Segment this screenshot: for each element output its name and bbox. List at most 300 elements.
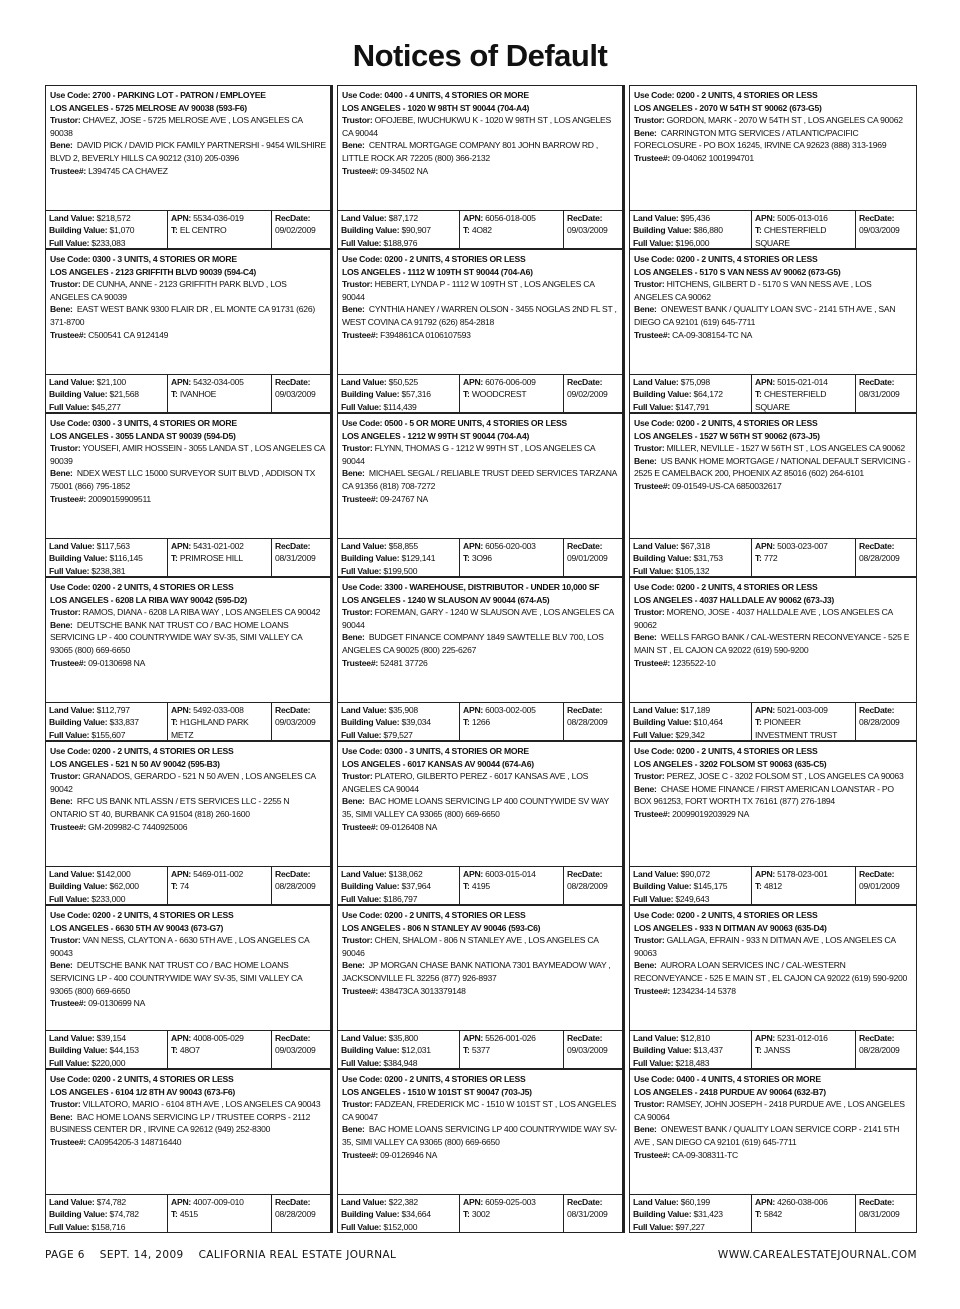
bene-value: JP MORGAN CHASE BANK NATIONA 7301 BAYMEADOW WAY , JACKSONVILLE FL 32256 (877) 926-8937 <box>342 960 611 983</box>
recdate-cell <box>272 539 330 576</box>
trustor-label: Trustor: <box>342 115 373 126</box>
notice-body <box>629 413 917 538</box>
notice-values-row <box>45 1030 333 1069</box>
page-title: Notices of Default <box>352 38 608 73</box>
bene-label: Bene: <box>342 632 365 643</box>
full-value-label: Full Value: <box>341 729 382 740</box>
trustor-label: Trustor: <box>342 607 373 618</box>
land-value: $95,436 <box>680 213 710 223</box>
notice-body <box>45 413 333 538</box>
trustee-label: Trustee#: <box>634 329 670 340</box>
recdate-value: 08/28/2009 <box>567 717 608 728</box>
full-value-label: Full Value: <box>633 565 674 576</box>
trustee-label: Trustee#: <box>342 821 378 832</box>
trustor-label: Trustor: <box>50 115 81 126</box>
value-cell <box>338 703 459 740</box>
trustee-line <box>342 821 618 834</box>
trustee-label: Trustee#: <box>50 998 86 1009</box>
trustee-value: 438473CA 3013379148 <box>380 985 466 996</box>
use-code: Use Code: 0400 - 4 UNITS, 4 STORIES OR MORE <box>342 90 529 100</box>
recdate-label: RecDate: <box>567 705 603 715</box>
trustor-label: Trustor: <box>342 443 373 454</box>
building-value-label: Building Value: <box>633 225 692 236</box>
full-value: $199,500 <box>383 565 418 576</box>
apn-label: APN: <box>171 213 192 223</box>
notice-body <box>45 249 333 374</box>
trustee-line <box>634 152 912 165</box>
trustor-value: HITCHENS, GILBERT D - 5170 S VAN NESS AVE , LOS ANGELES CA 90062 <box>634 279 872 302</box>
notice-body <box>629 85 917 210</box>
footer-website-link[interactable]: WWW.CAREALESTATEJOURNAL.COM <box>717 1249 917 1261</box>
trustor-label: Trustor: <box>50 1099 81 1110</box>
trustee-label: Trustee#: <box>634 808 670 819</box>
land-value-label: Land Value: <box>49 541 95 551</box>
trustor-value: VILLATORO, MARIO - 6104 8TH AVE , LOS ANGELES CA 90043 <box>82 1099 321 1110</box>
bene-line <box>50 467 326 492</box>
full-value-label: Full Value: <box>49 1057 90 1068</box>
bene-label: Bene: <box>342 960 365 971</box>
apn-label: APN: <box>463 213 484 223</box>
tract-value: 5377 <box>471 1045 490 1056</box>
property-address: LOS ANGELES - 1527 W 56TH ST 90062 (673-J5) <box>634 430 820 441</box>
bene-label: Bene: <box>50 304 73 315</box>
bene-label: Bene: <box>634 783 657 794</box>
tract-label: T: <box>463 1209 470 1220</box>
apn-value: 6003-015-014 <box>485 869 536 879</box>
value-cell <box>630 1031 751 1068</box>
notice-body <box>45 741 333 866</box>
recdate-cell <box>856 211 916 248</box>
bene-line <box>50 303 326 328</box>
land-value: $218,572 <box>96 213 131 223</box>
trustee-label: Trustee#: <box>634 985 670 996</box>
bene-value: BAC HOME LOANS SERVICING LP / TRUSTEE CORPS - 2112 BUSINESS CENTER DR , IRVINE CA 92612 (949) 252-8300 <box>50 1111 311 1135</box>
tract-value: H1GHLAND PARK METZ <box>171 717 249 740</box>
recdate-label: RecDate: <box>275 1197 311 1207</box>
trustee-line <box>342 493 618 506</box>
tract-label: T: <box>171 389 178 400</box>
trustor-label: Trustor: <box>50 771 81 782</box>
tract-label: T: <box>171 225 178 236</box>
land-value-label: Land Value: <box>49 705 95 715</box>
value-cell <box>338 1031 459 1068</box>
land-value-label: Land Value: <box>633 541 679 551</box>
notice-entry <box>629 85 917 249</box>
trustee-value: 09-34502 NA <box>380 165 429 176</box>
apn-label: APN: <box>171 705 192 715</box>
full-value: $114,439 <box>383 401 417 412</box>
notice-values-row <box>45 210 333 249</box>
trustor-label: Trustor: <box>634 935 665 946</box>
apn-label: APN: <box>171 869 192 879</box>
value-cell <box>630 375 751 412</box>
bene-value: AURORA LOAN SERVICES INC / CAL-WESTERN RECONVEYANCE - 525 E MAIN ST , EL CAJON CA 92022 (619) 590-9200 <box>634 960 908 983</box>
notice-values-row <box>337 210 625 249</box>
bene-line <box>342 467 618 492</box>
use-code: Use Code: 0200 - 2 UNITS, 4 STORIES OR LESS <box>50 1074 234 1084</box>
apn-value: 4008-005-029 <box>193 1033 244 1043</box>
bene-value: NDEX WEST LLC 15000 SURVEYOR SUIT BLVD , ADDISON TX 75001 (866) 795-1852 <box>50 468 316 491</box>
trustee-label: Trustee#: <box>50 657 86 668</box>
tract-label: T: <box>755 1209 762 1220</box>
full-value-label: Full Value: <box>49 729 90 740</box>
trustee-label: Trustee#: <box>342 165 378 176</box>
tract-value: PRIMROSE HILL <box>179 553 243 564</box>
notice-entry <box>629 1069 917 1233</box>
trustor-label: Trustor: <box>634 279 665 290</box>
tract-label: T: <box>463 881 470 892</box>
notice-entry <box>45 85 333 249</box>
apn-value: 5003-023-007 <box>777 541 828 551</box>
building-value-label: Building Value: <box>633 389 692 400</box>
recdate-value: 08/31/2009 <box>859 1209 900 1220</box>
bene-value: RFC US BANK NTL ASSN / ETS SERVICES LLC - 2255 N ONTARIO ST 40, BURBANK CA 91504 (818) 260-1600 <box>50 796 290 819</box>
bene-value: DEUTSCHE BANK NAT TRUST CO / BAC HOME LOANS SERVICING LP - 400 COUNTRYWIDE WAY SV-35, SIMI VALLEY CA 93065 (800) 669-6650 <box>50 960 303 996</box>
land-value: $117,563 <box>96 541 130 551</box>
land-value: $35,908 <box>388 705 418 715</box>
tract-label: T: <box>463 1045 470 1056</box>
tract-value: WOODCREST <box>471 389 527 400</box>
full-value-label: Full Value: <box>633 729 674 740</box>
full-value: $196,000 <box>675 237 710 248</box>
use-code: Use Code: 3300 - WAREHOUSE, DISTRIBUTOR - UNDER 10,000 SF <box>342 582 600 592</box>
property-address: LOS ANGELES - 1212 W 99TH ST 90044 (704-A4) <box>342 430 530 441</box>
full-value: $249,643 <box>675 893 710 904</box>
trustee-value: 20090159909511 <box>88 493 151 504</box>
apn-cell <box>459 1195 564 1232</box>
recdate-cell <box>564 375 622 412</box>
trustee-label: Trustee#: <box>50 1136 86 1147</box>
notice-values-row <box>629 702 917 741</box>
building-value-label: Building Value: <box>341 717 400 728</box>
full-value-label: Full Value: <box>633 893 674 904</box>
use-code: Use Code: 0300 - 3 UNITS, 4 STORIES OR MORE <box>342 746 529 756</box>
apn-cell <box>751 1195 856 1232</box>
trustee-line <box>634 657 912 670</box>
use-code: Use Code: 0200 - 2 UNITS, 4 STORIES OR LESS <box>342 254 526 264</box>
property-address: LOS ANGELES - 933 N DITMAN AV 90063 (635-D4) <box>634 922 827 933</box>
bene-line <box>342 631 618 656</box>
full-value: $384,948 <box>383 1057 418 1068</box>
full-value: $186,797 <box>383 893 418 904</box>
use-code: Use Code: 0300 - 3 UNITS, 4 STORIES OR MORE <box>50 254 237 264</box>
notice-values-row <box>45 866 333 905</box>
land-value-label: Land Value: <box>49 213 95 223</box>
trustor-line <box>50 606 326 619</box>
trustor-value: GRANADOS, GERARDO - 521 N 50 AVEN , LOS ANGELES CA 90042 <box>50 771 316 794</box>
bene-label: Bene: <box>634 1124 657 1135</box>
notice-entry <box>45 1069 333 1233</box>
building-value: $21,568 <box>109 389 139 400</box>
full-value: $188,976 <box>383 237 418 248</box>
full-value-label: Full Value: <box>633 1221 674 1232</box>
trustee-label: Trustee#: <box>634 657 670 668</box>
land-value-label: Land Value: <box>49 377 95 387</box>
use-code: Use Code: 0300 - 3 UNITS, 4 STORIES OR MORE <box>50 418 237 428</box>
apn-cell <box>751 375 856 412</box>
recdate-label: RecDate: <box>859 541 895 551</box>
notice-entry <box>337 413 625 577</box>
property-address: LOS ANGELES - 3055 LANDA ST 90039 (594-D5) <box>50 430 236 441</box>
trustor-value: VAN NESS, CLAYTON A - 6630 5TH AVE , LOS ANGELES CA 90043 <box>50 935 309 958</box>
trustee-label: Trustee#: <box>50 821 86 832</box>
land-value: $12,810 <box>680 1033 710 1043</box>
bene-line <box>342 795 618 820</box>
trustee-label: Trustee#: <box>50 165 86 176</box>
trustee-value: 09-04062 1001994701 <box>672 152 754 163</box>
bene-line <box>634 783 912 808</box>
bene-line <box>634 127 912 152</box>
notice-values-row <box>337 1030 625 1069</box>
tract-value: PIONEER INVESTMENT TRUST <box>755 717 838 740</box>
trustee-line <box>342 657 618 670</box>
notice-body <box>45 905 333 1030</box>
recdate-cell <box>856 703 916 740</box>
full-value-label: Full Value: <box>341 1057 382 1068</box>
building-value: $31,753 <box>693 553 723 564</box>
trustor-label: Trustor: <box>634 771 665 782</box>
building-value-label: Building Value: <box>633 553 692 564</box>
use-code: Use Code: 0500 - 5 OR MORE UNITS, 4 STORIES OR LESS <box>342 418 567 428</box>
property-address: LOS ANGELES - 5725 MELROSE AV 90038 (593-F6) <box>50 102 247 113</box>
notice-entry <box>45 905 333 1069</box>
notice-entry <box>629 249 917 413</box>
recdate-cell <box>272 1195 330 1232</box>
tract-label: T: <box>171 1045 178 1056</box>
trustor-line <box>50 442 326 467</box>
notice-values-row <box>45 702 333 741</box>
apn-label: APN: <box>463 1197 484 1207</box>
recdate-cell <box>272 375 330 412</box>
recdate-cell <box>564 211 622 248</box>
recdate-value: 09/03/2009 <box>859 225 900 236</box>
notice-body <box>45 85 333 210</box>
notice-entry <box>629 413 917 577</box>
trustee-value: GM-209982-C 7440925006 <box>88 821 188 832</box>
trustor-line <box>342 934 618 959</box>
bene-value: MICHAEL SEGAL / RELIABLE TRUST DEED SERVICES TARZANA CA 91356 (818) 708-7272 <box>342 468 617 491</box>
tract-label: T: <box>171 717 178 728</box>
building-value: $34,664 <box>401 1209 431 1220</box>
building-value-label: Building Value: <box>633 1209 692 1220</box>
trustor-label: Trustor: <box>342 279 373 290</box>
trustee-value: CA-09-308311-TC <box>672 1149 738 1160</box>
apn-label: APN: <box>755 1197 776 1207</box>
building-value: $12,031 <box>401 1045 431 1056</box>
trustee-line <box>342 165 618 178</box>
land-value: $138,062 <box>388 869 423 879</box>
value-cell <box>46 703 167 740</box>
apn-label: APN: <box>171 377 192 387</box>
value-cell <box>630 1195 751 1232</box>
apn-label: APN: <box>755 213 776 223</box>
land-value: $112,797 <box>96 705 130 715</box>
trustee-value: 09-0130698 NA <box>88 657 146 668</box>
bene-value: CHASE HOME FINANCE / FIRST AMERICAN LOANSTAR - PO BOX 961253, FORT WORTH TX 76161 (877) 276-1894 <box>634 783 894 807</box>
recdate-label: RecDate: <box>275 705 311 715</box>
building-value: $10,464 <box>693 717 723 728</box>
bene-value: EAST WEST BANK 9300 FLAIR DR , EL MONTE CA 91731 (626) 371-8700 <box>50 304 315 327</box>
apn-label: APN: <box>463 705 484 715</box>
apn-label: APN: <box>755 541 776 551</box>
apn-value: 6056-020-003 <box>485 541 536 551</box>
trustor-label: Trustor: <box>50 607 81 618</box>
trustor-value: CHEN, SHALOM - 806 N STANLEY AVE , LOS ANGELES CA 90046 <box>342 935 599 958</box>
trustee-label: Trustee#: <box>634 1149 670 1160</box>
use-code: Use Code: 2700 - PARKING LOT - PATRON / EMPLOYEE <box>50 90 266 100</box>
value-cell <box>630 703 751 740</box>
recdate-label: RecDate: <box>275 213 311 223</box>
bene-value: US BANK HOME MORTGAGE / NATIONAL DEFAULT SERVICING - 2525 E CAMELBACK 200, PHOENIX AZ 85016 (602) 264-6101 <box>634 455 911 479</box>
building-value-label: Building Value: <box>341 553 400 564</box>
land-value-label: Land Value: <box>341 1197 387 1207</box>
apn-cell <box>459 375 564 412</box>
apn-label: APN: <box>171 541 192 551</box>
property-address: LOS ANGELES - 806 N STANLEY AV 90046 (593-C6) <box>342 922 541 933</box>
land-value: $35,800 <box>388 1033 418 1043</box>
use-code: Use Code: 0200 - 2 UNITS, 4 STORIES OR LESS <box>634 582 818 592</box>
trustor-line <box>50 934 326 959</box>
building-value-label: Building Value: <box>341 389 400 400</box>
apn-value: 5021-003-009 <box>777 705 828 715</box>
full-value: $233,083 <box>91 237 126 248</box>
notice-body <box>337 413 625 538</box>
tract-value: 4812 <box>763 881 782 892</box>
land-value-label: Land Value: <box>341 869 387 879</box>
bene-line <box>342 1123 618 1148</box>
recdate-value: 08/31/2009 <box>567 1209 608 1220</box>
building-value: $44,153 <box>109 1045 139 1056</box>
trustee-line <box>50 657 326 670</box>
apn-value: 5231-012-016 <box>777 1033 828 1043</box>
trustor-value: GORDON, MARK - 2070 W 54TH ST , LOS ANGELES CA 90062 <box>666 115 903 126</box>
value-cell <box>338 211 459 248</box>
full-value: $105,132 <box>675 565 710 576</box>
bene-value: CYNTHIA HANEY / WARREN OLSON - 3455 NOGLAS 2ND FL ST , WEST COVINA CA 91792 (626) 854-2818 <box>342 304 617 327</box>
bene-value: ONEWEST BANK / QUALITY LOAN SERVICE CORP - 2141 5TH AVE , SAN DIEGO CA 92101 (619) 645-7711 <box>634 1124 900 1147</box>
trustor-value: RAMOS, DIANA - 6208 LA RIBA WAY , LOS ANGELES CA 90042 <box>82 607 321 618</box>
full-value: $45,277 <box>91 401 121 412</box>
apn-value: 5431-021-002 <box>193 541 244 551</box>
apn-cell <box>459 867 564 904</box>
full-value: $233,000 <box>91 893 126 904</box>
recdate-value: 09/01/2009 <box>859 881 900 892</box>
apn-value: 6003-002-005 <box>485 705 536 715</box>
notice-values-row <box>629 210 917 249</box>
footer-publication-info: PAGE 6 SEPT. 14, 2009 CALIFORNIA REAL ESTATE JOURNAL <box>45 1249 397 1261</box>
tract-label: T: <box>755 881 762 892</box>
trustee-value: 20099019203929 NA <box>672 808 750 819</box>
land-value-label: Land Value: <box>633 377 679 387</box>
notice-entry <box>337 85 625 249</box>
property-address: LOS ANGELES - 521 N 50 AV 90042 (595-B3) <box>50 758 220 769</box>
apn-cell <box>459 1031 564 1068</box>
value-cell <box>46 375 167 412</box>
recdate-value: 08/31/2009 <box>275 553 316 564</box>
trustor-line <box>342 114 618 139</box>
trustor-line <box>50 770 326 795</box>
tract-label: T: <box>171 881 178 892</box>
bene-value: DEUTSCHE BANK NAT TRUST CO / BAC HOME LOANS SERVICING LP - 400 COUNTRYWIDE WAY SV-35, SIMI VALLEY CA 93065 (800) 669-6650 <box>50 619 303 655</box>
bene-label: Bene: <box>634 127 657 138</box>
trustee-line <box>634 808 912 821</box>
apn-cell <box>167 539 272 576</box>
apn-value: 4007-009-010 <box>193 1197 244 1207</box>
notice-body <box>45 1069 333 1194</box>
bene-line <box>50 795 326 820</box>
tract-value: JANSS <box>763 1045 791 1056</box>
trustor-line <box>634 770 912 783</box>
recdate-value: 09/01/2009 <box>567 553 608 564</box>
building-value: $57,316 <box>401 389 431 400</box>
full-value: $147,791 <box>675 401 710 412</box>
apn-value: 6059-025-003 <box>485 1197 536 1207</box>
land-value-label: Land Value: <box>341 213 387 223</box>
recdate-value: 09/03/2009 <box>275 1045 316 1056</box>
notice-values-row <box>45 538 333 577</box>
use-code: Use Code: 0200 - 2 UNITS, 4 STORIES OR LESS <box>634 746 818 756</box>
trustee-value: 09-24767 NA <box>380 493 429 504</box>
building-value-label: Building Value: <box>49 553 108 564</box>
trustor-value: FOREMAN, GARY - 1240 W SLAUSON AVE , LOS ANGELES CA 90044 <box>342 607 614 630</box>
value-cell <box>630 867 751 904</box>
building-value-label: Building Value: <box>341 225 400 236</box>
trustee-value: 09-0130699 NA <box>88 998 146 1009</box>
value-cell <box>338 867 459 904</box>
notice-body <box>629 905 917 1030</box>
tract-value: 74 <box>179 881 189 892</box>
recdate-value: 09/03/2009 <box>567 1045 608 1056</box>
bene-label: Bene: <box>634 632 657 643</box>
trustee-line <box>50 329 326 342</box>
apn-label: APN: <box>171 1033 192 1043</box>
tract-value: IVANHOE <box>179 389 217 400</box>
land-value: $22,382 <box>388 1197 418 1207</box>
apn-label: APN: <box>463 869 484 879</box>
building-value-label: Building Value: <box>341 1209 400 1220</box>
apn-label: APN: <box>755 377 776 387</box>
land-value: $39,154 <box>96 1033 126 1043</box>
use-code: Use Code: 0200 - 2 UNITS, 4 STORIES OR LESS <box>342 910 526 920</box>
trustee-value: CA0954205-3 148716440 <box>88 1136 182 1147</box>
full-value: $29,342 <box>675 729 705 740</box>
apn-cell <box>167 375 272 412</box>
recdate-value: 08/28/2009 <box>275 881 316 892</box>
trustee-label: Trustee#: <box>50 493 86 504</box>
use-code: Use Code: 0400 - 4 UNITS, 4 STORIES OR MORE <box>634 1074 821 1084</box>
value-cell <box>46 1195 167 1232</box>
land-value: $90,072 <box>680 869 710 879</box>
land-value-label: Land Value: <box>341 541 387 551</box>
trustee-value: 09-0126408 NA <box>380 821 438 832</box>
land-value: $50,525 <box>388 377 418 387</box>
trustee-line <box>634 1149 912 1162</box>
bene-label: Bene: <box>634 304 657 315</box>
bene-line <box>634 303 912 328</box>
trustor-value: GALLAGA, EFRAIN - 933 N DITMAN AVE , LOS ANGELES CA 90063 <box>634 935 896 958</box>
bene-line <box>342 139 618 164</box>
tract-label: T: <box>463 717 470 728</box>
notice-values-row <box>629 374 917 413</box>
land-value-label: Land Value: <box>633 869 679 879</box>
bene-value: DAVID PICK / DAVID PICK FAMILY PARTNERSHI - 9454 WILSHIRE BLVD 2, BEVERLY HILLS CA 90212 (310) 205-0396 <box>50 140 326 163</box>
trustor-label: Trustor: <box>342 1099 373 1110</box>
apn-value: 5178-023-001 <box>777 869 828 879</box>
bene-label: Bene: <box>50 796 73 807</box>
bene-line <box>50 139 326 164</box>
value-cell <box>46 867 167 904</box>
property-address: LOS ANGELES - 1510 W 101ST ST 90047 (703-J5) <box>342 1086 532 1097</box>
